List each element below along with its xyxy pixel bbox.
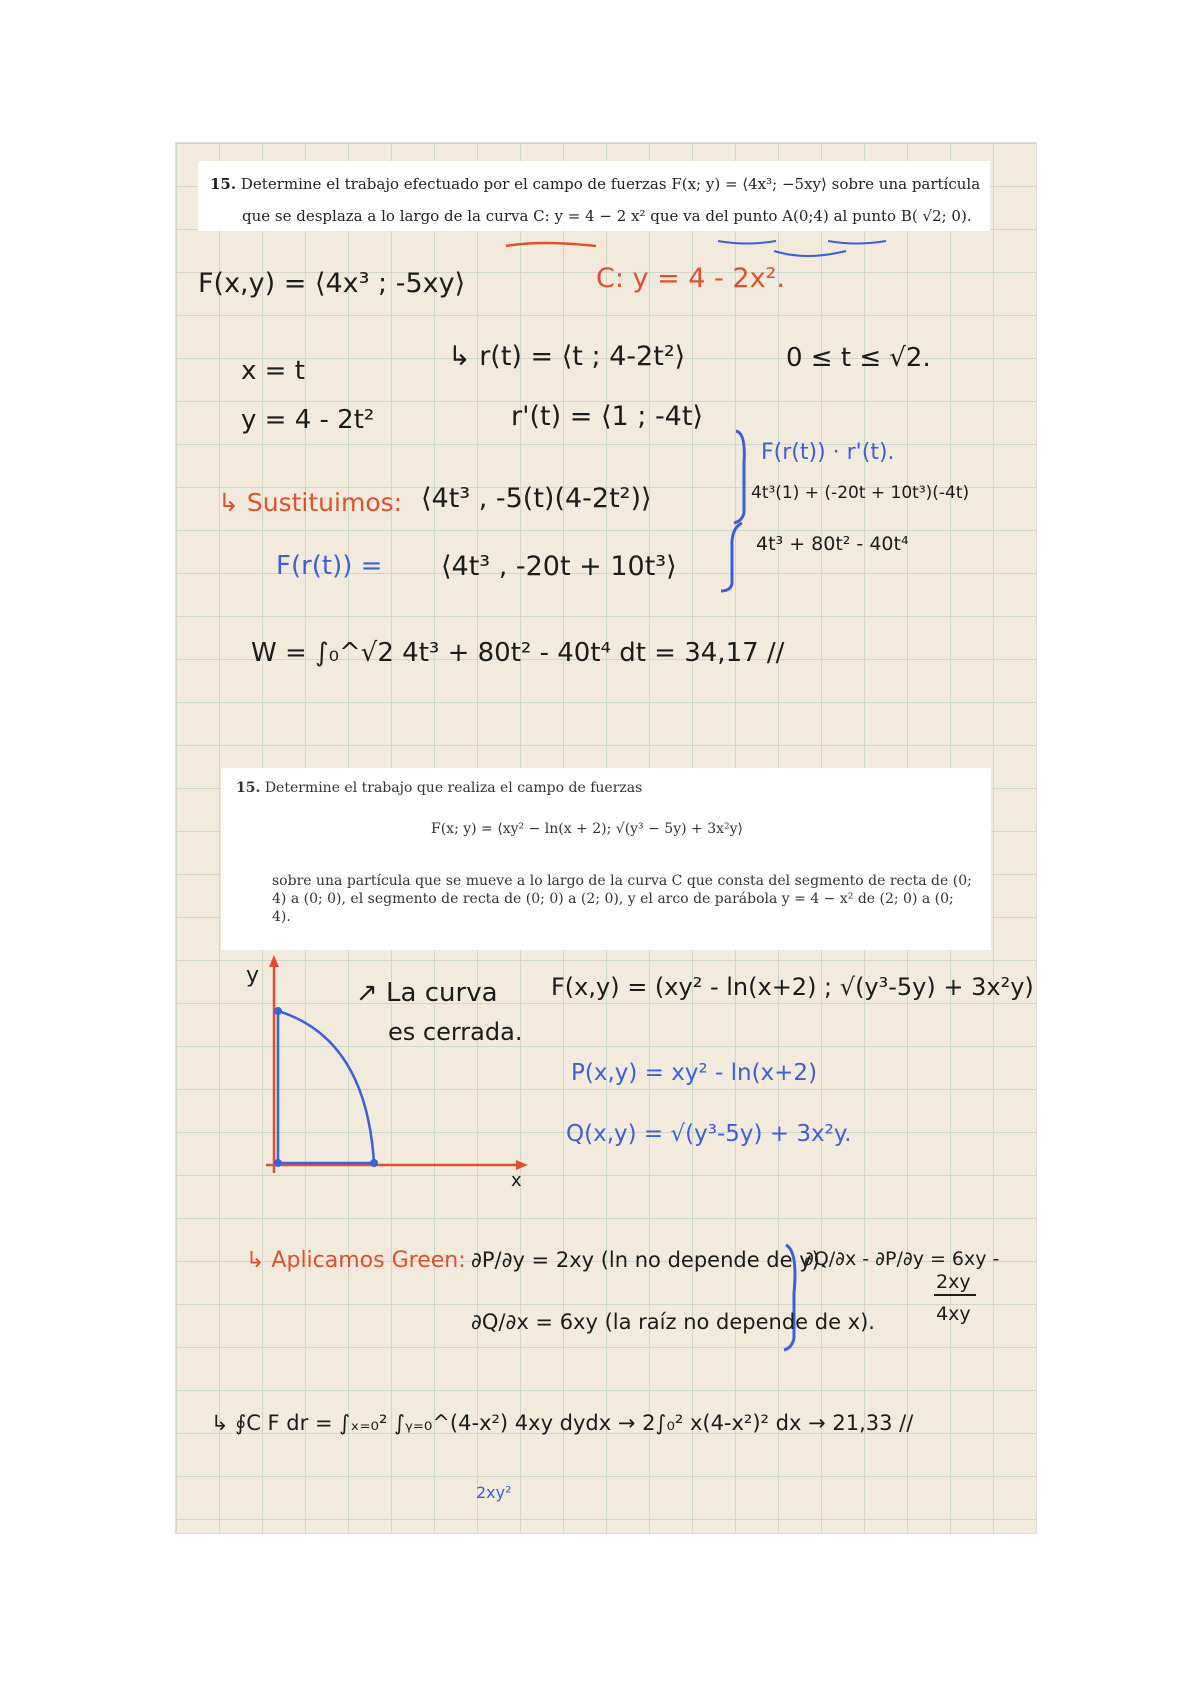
problem-2-text: sobre una partícula que se mueve a lo largo de la curva C que consta del segmento de recta de (0; 4) a (0; 0), el segmento de recta de (0; 0) a (2; 0), y el arco de parábola y = 4 − x² de (2; 0) a (0; 4). bbox=[272, 873, 972, 925]
hw-param-x: x = t bbox=[241, 356, 305, 386]
hw-dP-dy: ∂P/∂y = 2xy (ln no depende de y). bbox=[471, 1248, 827, 1272]
hw-F-of-r: ⟨4t³ , -20t + 10t³⟩ bbox=[441, 551, 677, 582]
hw-dQ-dx: ∂Q/∂x = 6xy (la raíz no depende de x). bbox=[471, 1310, 875, 1334]
hw-r-prime: r'(t) = ⟨1 ; -4t⟩ bbox=[511, 401, 703, 432]
hw-curve-equation: C: y = 4 - 2x². bbox=[596, 263, 785, 294]
hw-dot-product-result: 4t³ + 80t² - 40t⁴ bbox=[756, 533, 909, 555]
hw-Q-component: Q(x,y) = √(y³-5y) + 3x²y. bbox=[566, 1121, 852, 1147]
hw-substitute-expression: ⟨4t³ , -5(t)(4-2t²)⟩ bbox=[421, 483, 652, 514]
y-axis-arrowhead bbox=[269, 955, 279, 967]
underline-point-b bbox=[828, 241, 886, 244]
x-axis-arrowhead bbox=[516, 1160, 528, 1170]
hw-diagram-y-label: y bbox=[246, 963, 260, 988]
hw-param-y: y = 4 - 2t² bbox=[241, 405, 375, 435]
hw-green-label: ↳ Aplicamos Green: bbox=[246, 1248, 466, 1273]
underline-point-a bbox=[718, 241, 776, 244]
hw-field-2: F(x,y) = (xy² - ln(x+2) ; √(y³-5y) + 3x²y) bbox=[551, 973, 1034, 1001]
problem-2-line-1: Determine el trabajo que realiza el campo de fuerzas bbox=[264, 780, 643, 796]
bracket-left-1 bbox=[721, 523, 742, 591]
hw-P-component: P(x,y) = xy² - ln(x+2) bbox=[571, 1060, 818, 1086]
problem-1-line-2: que se desplaza a lo largo de la curva C: y = 4 − 2 x² que va del punto A(0;4) al punto B( √2; 0). bbox=[242, 207, 972, 225]
problem-2-field-formula: F(x; y) = ⟨xy² − ln(x + 2); √(y³ − 5y) + 3x²y⟩ bbox=[431, 821, 743, 837]
hw-note-curve: ↗ La curva bbox=[356, 978, 498, 1008]
problem-1-line-1: Determine el trabajo efectuado por el campo de fuerzas F(x; y) = ⟨4x³; −5xy⟩ sobre una partícula bbox=[240, 175, 981, 193]
hw-substitute-label: ↳ Sustituimos: bbox=[218, 488, 403, 517]
arrow-to-b bbox=[774, 251, 846, 256]
parabola-arc bbox=[278, 1011, 374, 1163]
bracket-right-1 bbox=[734, 431, 744, 523]
underline-curve bbox=[506, 243, 596, 246]
problem-1-number: 15. bbox=[210, 175, 237, 193]
hw-note-closed: es cerrada. bbox=[388, 1018, 523, 1046]
hw-param-range: 0 ≤ t ≤ √2. bbox=[786, 343, 931, 373]
notebook-page bbox=[175, 142, 1037, 1534]
hw-param-r: ↳ r(t) = ⟨t ; 4-2t²⟩ bbox=[448, 341, 686, 372]
problem-2-number: 15. bbox=[236, 780, 261, 796]
hw-dot-product-label: F(r(t)) · r'(t). bbox=[761, 440, 895, 465]
hw-dot-product-expansion: 4t³(1) + (-20t + 10t³)(-4t) bbox=[751, 483, 970, 503]
hw-diagram-x-label: x bbox=[511, 1170, 522, 1191]
hw-green-subtrahend: 2xy bbox=[936, 1271, 971, 1293]
hw-inner-antiderivative: 2xy² bbox=[476, 1483, 512, 1502]
hw-green-result: 4xy bbox=[936, 1303, 971, 1325]
hw-final-integral: ↳ ∮C F dr = ∫ₓ₌₀² ∫ᵧ₌₀^(4-x²) 4xy dydx → 2∫₀² x(4-x²)² dx → 21,33 // bbox=[211, 1411, 914, 1435]
hw-work-integral: W = ∫₀^√2 4t³ + 80t² - 40t⁴ dt = 34,17 // bbox=[251, 638, 785, 668]
hw-F-of-r-label: F(r(t)) = bbox=[276, 551, 383, 581]
hw-green-difference: ∂Q/∂x - ∂P/∂y = 6xy - bbox=[804, 1248, 1000, 1270]
hw-field-definition: F(x,y) = ⟨4x³ ; -5xy⟩ bbox=[198, 268, 466, 299]
